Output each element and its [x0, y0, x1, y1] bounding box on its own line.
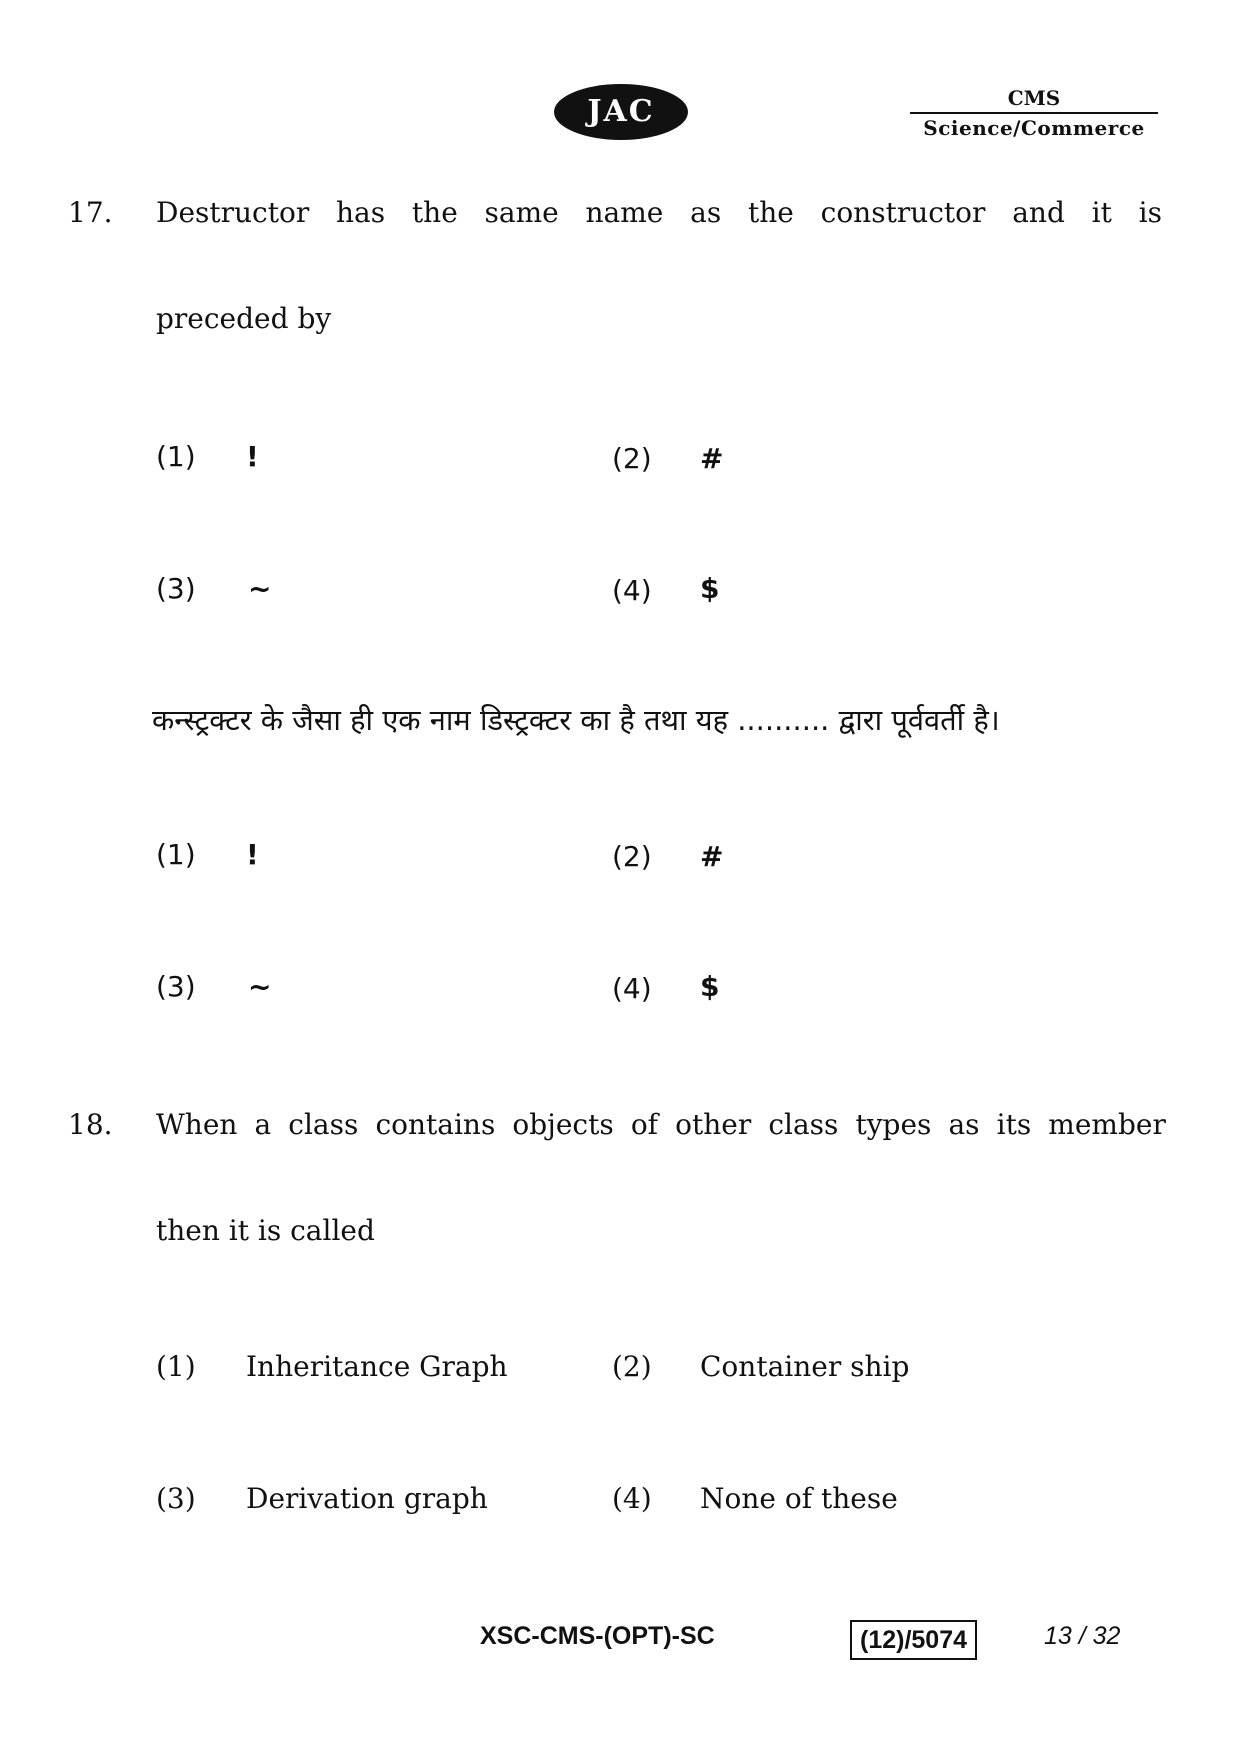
word: as [690, 196, 722, 229]
word: it [1091, 196, 1112, 229]
word: is [1138, 196, 1162, 229]
word: class [768, 1108, 839, 1141]
word: constructor [820, 196, 986, 229]
option-label: (2) [612, 840, 652, 873]
word: types [855, 1108, 932, 1141]
word: name [585, 196, 664, 229]
word: its [996, 1108, 1032, 1141]
word: the [411, 196, 458, 229]
question-text-line [156, 1108, 1166, 1142]
page-number: 13 / 32 [1044, 1622, 1121, 1650]
word: contains [375, 1108, 496, 1141]
word: class [288, 1108, 359, 1141]
jac-logo: JAC [554, 84, 688, 140]
option-text: ! [246, 440, 259, 473]
option-text: # [700, 442, 724, 475]
word: objects [512, 1108, 614, 1141]
question-text-line: then it is called [156, 1214, 375, 1247]
word: Destructor [156, 196, 310, 229]
option-text: $ [700, 572, 720, 605]
question-text-line [156, 196, 1162, 230]
option-label: (3) [156, 970, 196, 1003]
word: same [484, 196, 559, 229]
paper-box-code: (12)/5074 [850, 1620, 977, 1660]
subject-code: CMS [1007, 86, 1061, 110]
stream-label: Science/Commerce [923, 116, 1145, 140]
option-text: Container ship [700, 1350, 910, 1383]
option-label: (2) [612, 1350, 652, 1383]
option-text: None of these [700, 1482, 898, 1515]
header-divider [910, 112, 1158, 114]
word: of [630, 1108, 659, 1141]
word: has [336, 196, 386, 229]
option-label: (1) [156, 440, 196, 473]
option-label: (4) [612, 972, 652, 1005]
option-label: (1) [156, 1350, 196, 1383]
option-text: ! [246, 838, 259, 871]
option-label: (3) [156, 1482, 196, 1515]
option-text: Inheritance Graph [246, 1350, 508, 1383]
option-text: ~ [248, 970, 272, 1003]
paper-code: XSC-CMS-(OPT)-SC [480, 1622, 715, 1650]
option-label: (4) [612, 574, 652, 607]
word: the [748, 196, 794, 229]
question-number: 18. [68, 1108, 113, 1141]
option-text: # [700, 840, 724, 873]
question-number: 17. [68, 196, 113, 229]
word: as [948, 1108, 980, 1141]
option-text: $ [700, 970, 720, 1003]
word: member [1048, 1108, 1166, 1141]
question-text-line: preceded by [156, 302, 332, 335]
subject-header [910, 86, 1158, 140]
option-label: (1) [156, 838, 196, 871]
word: and [1012, 196, 1065, 229]
option-label: (2) [612, 442, 652, 475]
option-text: Derivation graph [246, 1482, 488, 1515]
word: When [156, 1108, 238, 1141]
word: a [254, 1108, 272, 1141]
option-label: (3) [156, 572, 196, 605]
hindi-question-text: कन्स्ट्रक्टर के जैसा ही एक नाम डिस्ट्रक्टर का है तथा यह .......... द्वारा पूर्ववर्ती है। [152, 703, 1000, 737]
option-text: ~ [248, 572, 272, 605]
option-label: (4) [612, 1482, 652, 1515]
word: other [675, 1108, 752, 1141]
